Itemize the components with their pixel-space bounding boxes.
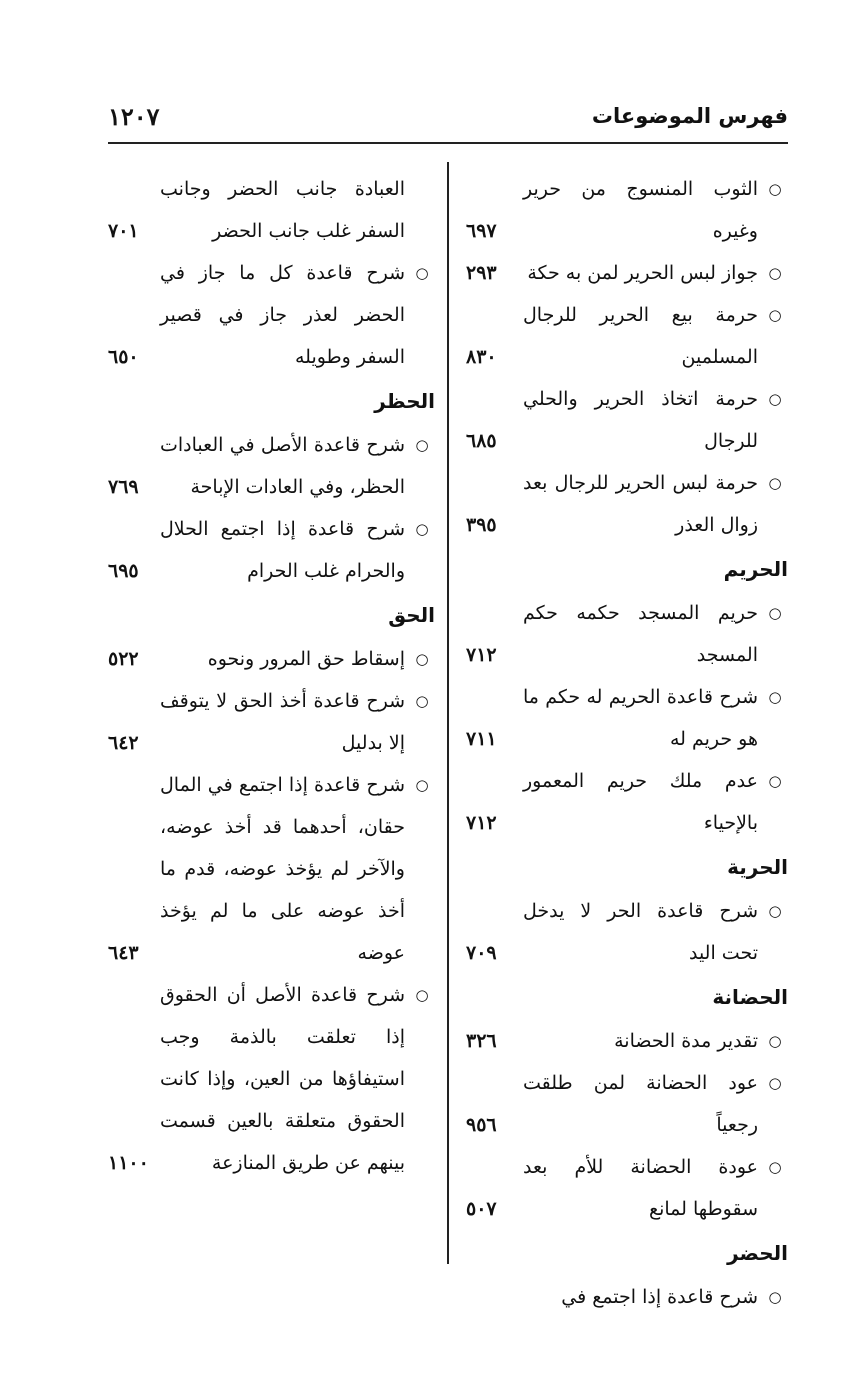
entry-page-number: ٥٢٢ — [108, 648, 139, 670]
page-number: ١٢٠٧ — [108, 101, 160, 131]
circle-bullet-icon: ○ — [415, 520, 429, 538]
circle-bullet-icon: ○ — [768, 688, 782, 706]
entry-text: جواز لبس الحرير لمن به حكة — [527, 262, 758, 284]
entry-text: شرح قاعدة إذا اجتمع الحلال والحرام غلب الحرام — [160, 518, 405, 582]
section-heading: الحضانة — [712, 985, 788, 1009]
entry-text: الثوب المنسوج من حرير وغيره — [523, 178, 758, 242]
right-column — [458, 168, 788, 1318]
circle-bullet-icon: ○ — [768, 1158, 782, 1176]
index-entry — [458, 168, 788, 252]
index-entry — [458, 592, 788, 676]
entry-text: عود الحضانة لمن طلقت رجعياً — [523, 1072, 758, 1136]
entry-page-number: ٦٤٣ — [108, 942, 139, 964]
section-heading: الحق — [388, 603, 435, 627]
entry-text: عودة الحضانة للأم بعد سقوطها لمانع — [523, 1156, 758, 1220]
section-heading: الحريم — [723, 557, 788, 581]
index-entry — [458, 1146, 788, 1230]
index-entry — [100, 764, 435, 974]
entry-text: شرح قاعدة الحريم له حكم ما هو حريم له — [523, 686, 758, 750]
circle-bullet-icon: ○ — [768, 306, 782, 324]
entry-page-number: ٣٩٥ — [466, 514, 497, 536]
index-entry — [458, 378, 788, 462]
page-header — [108, 96, 788, 136]
circle-bullet-icon: ○ — [415, 650, 429, 668]
entry-text: حرمة لبس الحرير للرجال بعد زوال العذر — [523, 472, 758, 536]
entry-page-number: ١١٠٠ — [108, 1152, 149, 1174]
index-entry — [100, 680, 435, 764]
entry-page-number: ٦٩٥ — [108, 560, 139, 582]
entry-page-number: ٧١١ — [466, 728, 497, 750]
circle-bullet-icon: ○ — [768, 1074, 782, 1092]
column-divider — [447, 162, 449, 1264]
entry-page-number: ٥٠٧ — [466, 1198, 497, 1220]
circle-bullet-icon: ○ — [768, 902, 782, 920]
entry-page-number: ٧١٢ — [466, 812, 497, 834]
entry-page-number: ٨٣٠ — [466, 346, 497, 368]
circle-bullet-icon: ○ — [415, 264, 429, 282]
entry-text: شرح قاعدة إذا اجتمع في — [561, 1286, 758, 1308]
index-entry — [100, 252, 435, 378]
circle-bullet-icon: ○ — [415, 436, 429, 454]
entry-page-number: ٦٩٧ — [466, 220, 497, 242]
circle-bullet-icon: ○ — [415, 986, 429, 1004]
entry-page-number: ٧١٢ — [466, 644, 497, 666]
entry-page-number: ٦٨٥ — [466, 430, 497, 452]
left-column — [100, 168, 435, 1184]
section-heading: الحرية — [727, 855, 788, 879]
entry-text: حريم المسجد حكمه حكم المسجد — [523, 602, 758, 666]
index-entry — [100, 638, 435, 680]
entry-text: حرمة اتخاذ الحرير والحلي للرجال — [523, 388, 758, 452]
entry-text: شرح قاعدة الأصل في العبادات الحظر، وفي العادات الإباحة — [160, 434, 405, 498]
index-entry — [100, 424, 435, 508]
index-entry — [100, 168, 435, 252]
index-entry — [100, 508, 435, 592]
entry-text: شرح قاعدة إذا اجتمع في المال حقان، أحدهما قد أخذ عوضه، والآخر لم يؤخذ عوضه، قدم ما أخذ عوضه على ما لم يؤخذ عوضه — [160, 774, 405, 964]
circle-bullet-icon: ○ — [415, 776, 429, 794]
circle-bullet-icon: ○ — [768, 390, 782, 408]
circle-bullet-icon: ○ — [415, 692, 429, 710]
entry-page-number: ٢٩٣ — [466, 262, 497, 284]
entry-text: عدم ملك حريم المعمور بالإحياء — [523, 770, 758, 834]
page-title: فهرس الموضوعات — [591, 104, 788, 128]
entry-page-number: ٦٥٠ — [108, 346, 139, 368]
circle-bullet-icon: ○ — [768, 264, 782, 282]
index-entry — [458, 1020, 788, 1062]
index-entry — [100, 974, 435, 1184]
entry-text: حرمة بيع الحرير للرجال المسلمين — [523, 304, 758, 368]
entry-page-number: ٧٠٩ — [466, 942, 497, 964]
circle-bullet-icon: ○ — [768, 772, 782, 790]
entry-text: شرح قاعدة الحر لا يدخل تحت اليد — [523, 900, 758, 964]
circle-bullet-icon: ○ — [768, 180, 782, 198]
entry-page-number: ٧٦٩ — [108, 476, 139, 498]
entry-text: تقدير مدة الحضانة — [614, 1030, 758, 1052]
index-entry — [458, 252, 788, 294]
entry-page-number: ٣٢٦ — [466, 1030, 497, 1052]
entry-page-number: ٩٥٦ — [466, 1114, 497, 1136]
index-entry — [458, 1276, 788, 1318]
entry-page-number: ٧٠١ — [108, 220, 139, 242]
entry-text: شرح قاعدة الأصل أن الحقوق إذا تعلقت بالذمة وجب استيفاؤها من العين، وإذا كانت الحقوق متعلقة بالعين قسمت بينهم عن طريق المنازعة — [160, 984, 405, 1174]
index-entry — [458, 1062, 788, 1146]
circle-bullet-icon: ○ — [768, 474, 782, 492]
circle-bullet-icon: ○ — [768, 1288, 782, 1306]
header-divider — [108, 142, 788, 144]
entry-text: شرح قاعدة كل ما جاز في الحضر لعذر جاز في قصير السفر وطويله — [160, 262, 405, 368]
index-entry — [458, 294, 788, 378]
circle-bullet-icon: ○ — [768, 1032, 782, 1050]
section-heading: الحظر — [374, 389, 435, 413]
index-entry — [458, 462, 788, 546]
entry-text: إسقاط حق المرور ونحوه — [207, 648, 405, 670]
entry-text: العبادة جانب الحضر وجانب السفر غلب جانب الحضر — [160, 178, 405, 242]
entry-text: شرح قاعدة أخذ الحق لا يتوقف إلا بدليل — [160, 690, 405, 754]
entry-page-number: ٦٤٢ — [108, 732, 139, 754]
index-entry — [458, 890, 788, 974]
section-heading: الحضر — [727, 1241, 788, 1265]
index-entry — [458, 676, 788, 760]
circle-bullet-icon: ○ — [768, 604, 782, 622]
index-entry — [458, 760, 788, 844]
